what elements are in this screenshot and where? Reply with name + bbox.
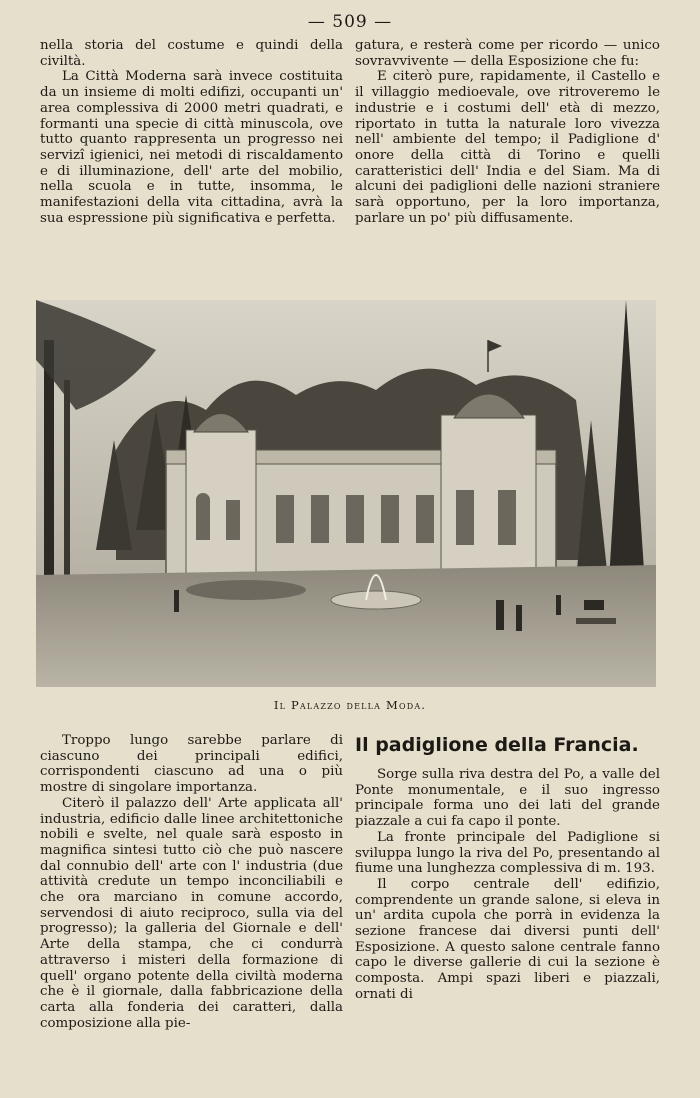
page-number: — 509 —	[307, 12, 393, 32]
section-heading: Il padiglione della Francia.	[355, 734, 639, 756]
figure-caption: Il Palazzo della Moda.	[273, 698, 427, 712]
paragraph: Citerò il palazzo dell' Arte applicata all' industria, edificio dalle linee architettoniche nobili e svelte, nel quale sarà esposto in magnifica sintesi tutto ciò che può nascere dal connubio dell' arte con l' industria (due attività credute un tempo inconciliabili e che ora marciano in comune accordo, servendosi di aiuto reciproco, sulla via del progresso); la galleria del Giornale e dell' Arte della stampa, che ci condurrà attraverso i misteri della formazione di quell' organo potente della civiltà moderna che è il giornale, dalla fabbricazione della carta alla fonderia dei caratteri, dalla composizione alla pie-	[40, 795, 343, 1031]
paragraph: gatura, e resterà come per ricordo — unico sovravvivente — della Esposizione che fu:	[355, 38, 660, 69]
palazzo-della-moda-illustration	[36, 300, 656, 687]
bottom-right-column	[355, 733, 660, 1003]
paragraph: Sorge sulla riva destra del Po, a valle del Ponte monumentale, e il suo ingresso principale forma uno dei lati del grande piazzale a cui fa capo il ponte.	[355, 767, 660, 830]
paragraph: Troppo lungo sarebbe parlare di ciascuno dei principali edifici, corrispondenti ciascuno ad una o più mostre di singolare importanza.	[40, 733, 343, 796]
paragraph: La Città Moderna sarà invece costituita da un insieme di molti edifizi, occupanti un' area complessiva di 2000 metri quadrati, e formanti una specie di città minuscola, ove tutto quanto rappresenta un progresso nei servizî igienici, nei metodi di riscaldamento e di illuminazione, dell' arte del mobilio, nella scuola e in tutte, insomma, le manifestazioni della vita cittadina, avrà la sua espressione più significativa e perfetta.	[40, 69, 343, 226]
paragraph: E citerò pure, rapidamente, il Castello e il villaggio medioevale, ove ritroveremo le industrie e i costumi dell' età di mezzo, riportato in tutta la naturale loro vivezza nell' ambiente del tempo; il Padiglione d' onore della città di Torino e quelli caratteristici dell' India e del Siam. Ma di alcuni dei padiglioni delle nazioni straniere sarà opportuno, per la loro importanza, parlare un po' più diffusamente.	[355, 69, 660, 226]
engraving-image	[36, 300, 656, 687]
top-left-column	[40, 38, 343, 226]
top-right-column	[355, 38, 660, 226]
paragraph: Il corpo centrale dell' edifizio, comprendente un grande salone, si eleva in un' ardita cupola che porrà in evidenza la sezione francese dai diversi punti dell' Esposizione. A questo salone centrale fanno capo le diverse gallerie di cui la sezione è composta. Ampi spazi liberi e piazzali, ornati di	[355, 876, 660, 1002]
paragraph: nella storia del costume e quindi della civiltà.	[40, 38, 343, 69]
bottom-left-column	[40, 733, 343, 1031]
paragraph: La fronte principale del Padiglione si sviluppa lungo la riva del Po, presentando al fiume una lunghezza complessiva di m. 193.	[355, 829, 660, 877]
